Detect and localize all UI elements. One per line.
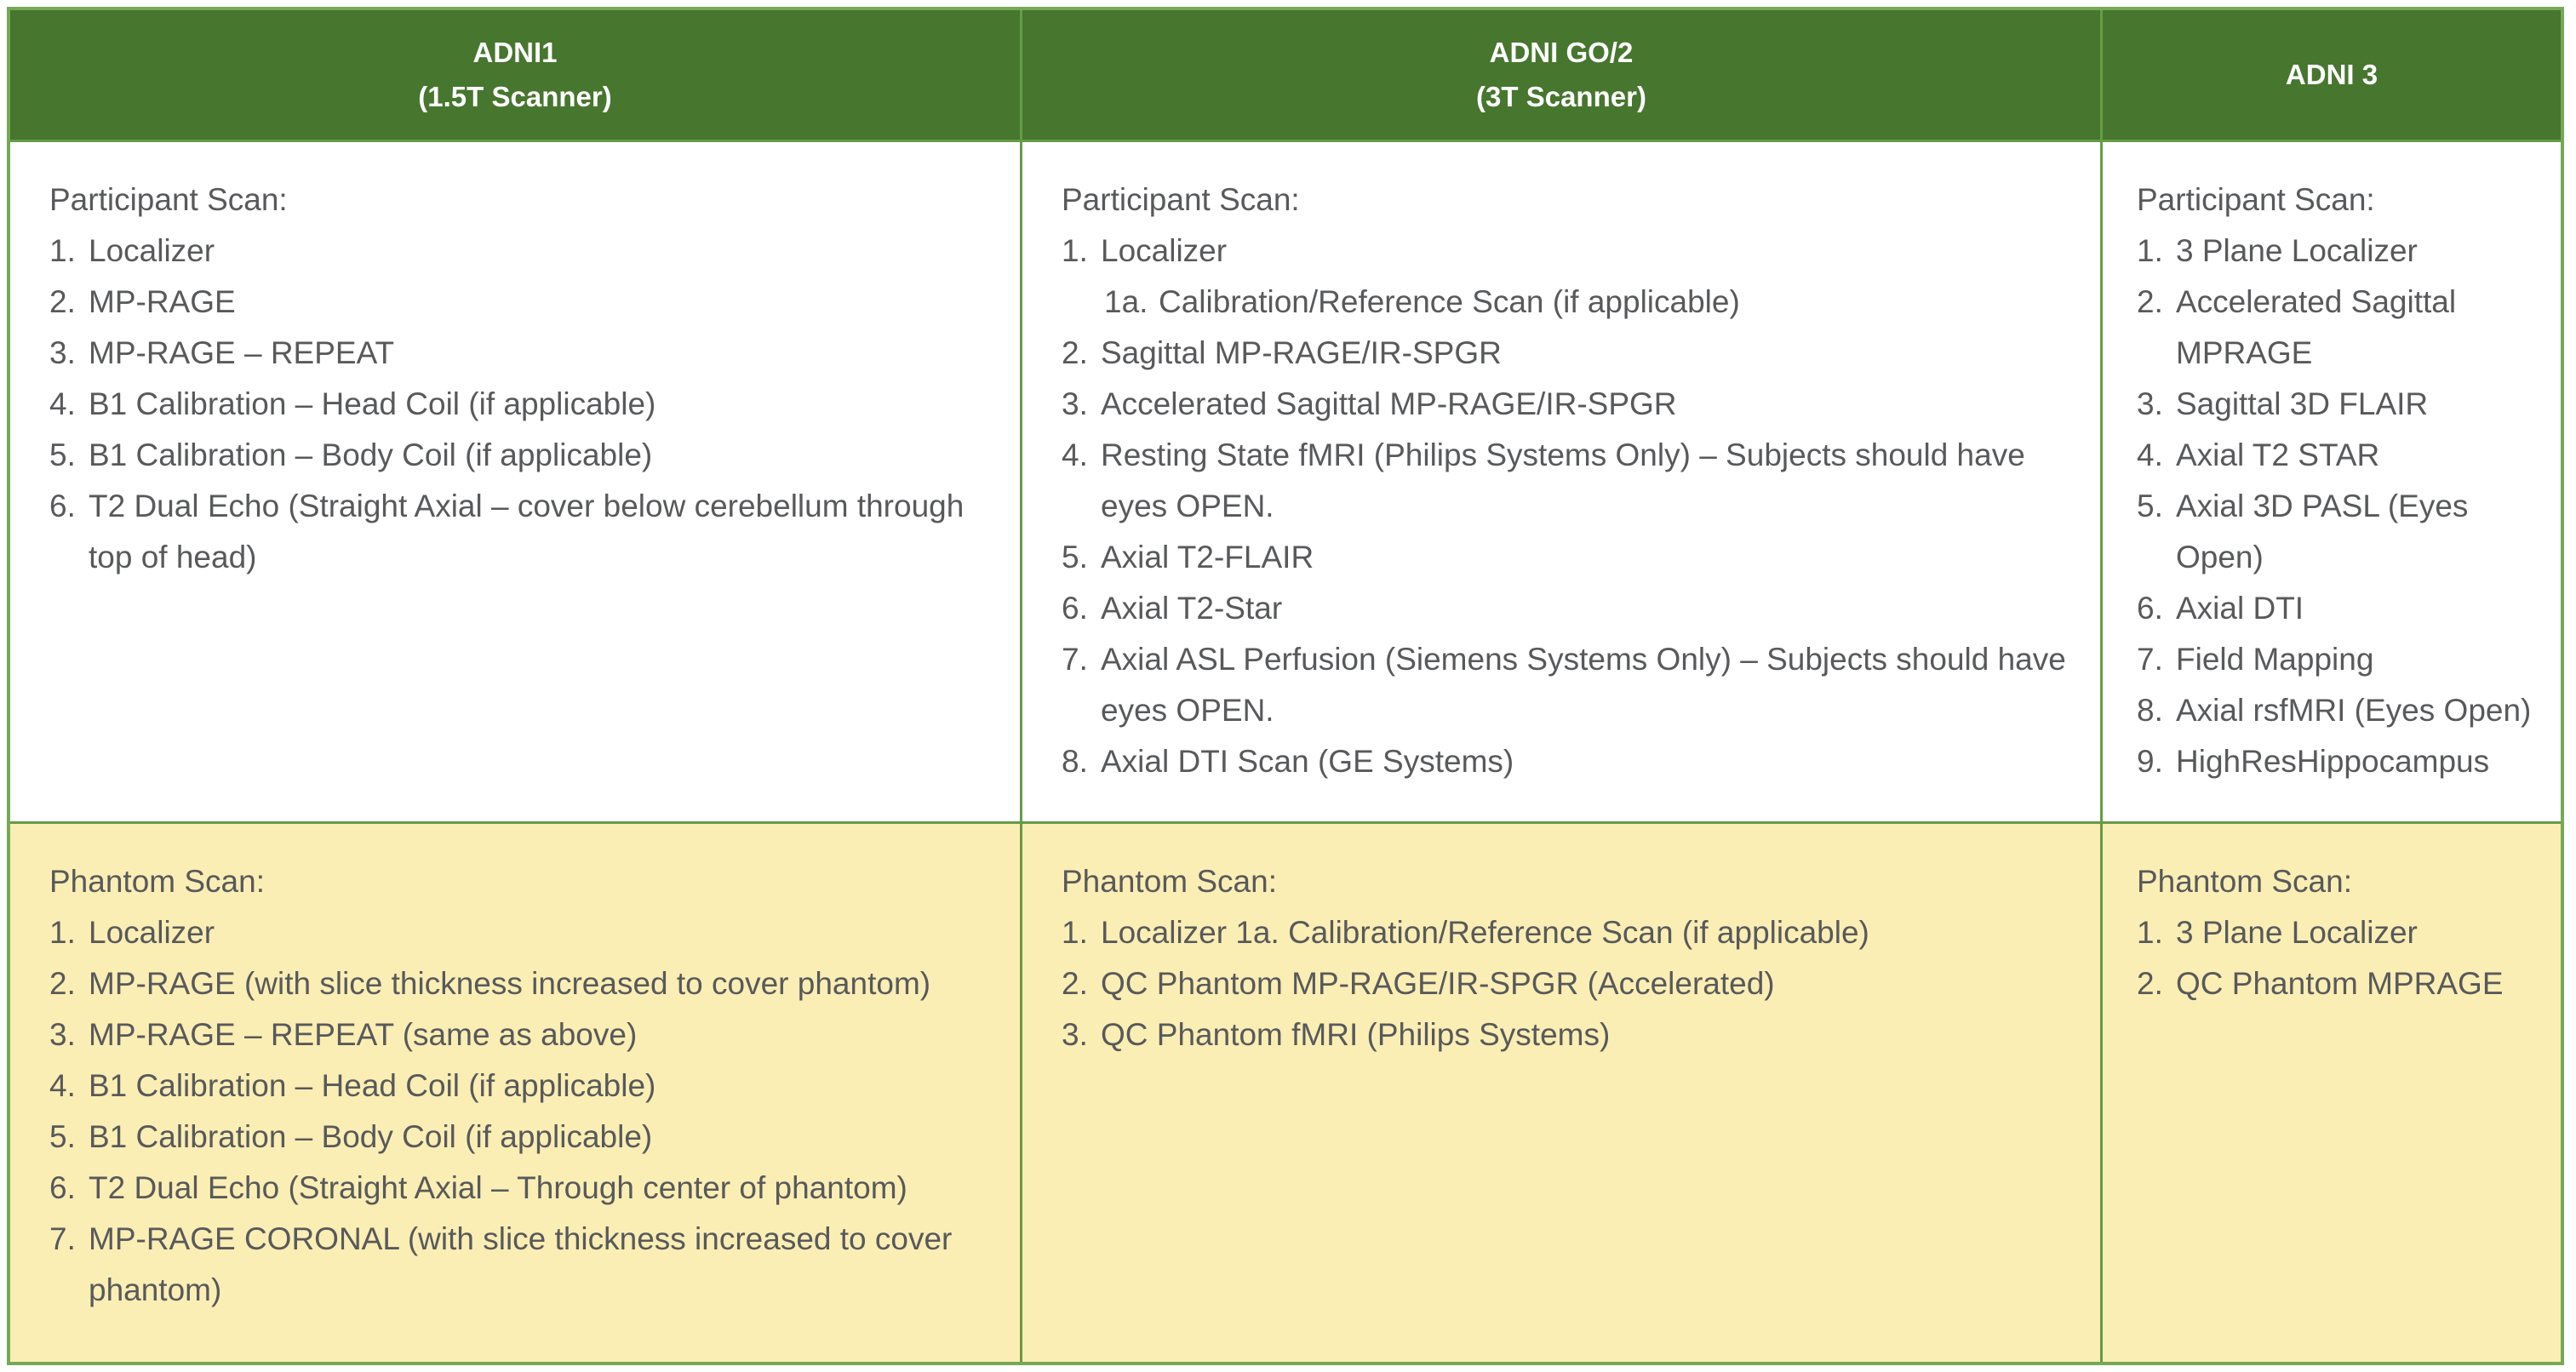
- scan-list-item: [49, 328, 1008, 379]
- scan-list-item: [49, 958, 1008, 1009]
- scan-item-line: phantom): [89, 1272, 222, 1307]
- scan-item-number: 4.: [49, 1068, 76, 1103]
- column-header-adni3: [2103, 10, 2561, 140]
- scan-item-number: 6.: [2137, 591, 2163, 626]
- scan-list-item: [2137, 379, 2554, 430]
- scan-item-line: QC Phantom fMRI (Philips Systems): [1101, 1017, 1611, 1052]
- scan-list-item: [1062, 1009, 2088, 1060]
- scan-item-text: [2176, 634, 2554, 685]
- scan-list-item: [49, 1112, 1008, 1163]
- scan-list-item: [1062, 430, 2088, 532]
- scan-item-line: Sagittal MP-RAGE/IR-SPGR: [1101, 335, 1502, 370]
- scan-item-number: 6.: [49, 1170, 76, 1205]
- participant-scan-heading: Participant Scan:: [49, 182, 288, 217]
- scan-item-number: 3.: [1062, 386, 1088, 421]
- scan-item-text: [89, 958, 1008, 1009]
- scan-list-item: [1062, 328, 2088, 379]
- scan-list-item: [49, 226, 1008, 277]
- scan-item-number: 2.: [1062, 335, 1088, 370]
- scan-item-line: 3 Plane Localizer: [2176, 915, 2418, 950]
- scan-item-text: [1159, 277, 2088, 328]
- scan-item-line: eyes OPEN.: [1101, 489, 1274, 523]
- scan-item-line: B1 Calibration – Head Coil (if applicable): [89, 386, 656, 421]
- scan-list-item: [2137, 736, 2554, 787]
- column-header-adni1: [10, 10, 1020, 140]
- scan-list-item: [2137, 277, 2554, 379]
- scan-item-text: [1101, 958, 2088, 1009]
- scan-item-text: [1101, 328, 2088, 379]
- participant-scan-heading: Participant Scan:: [2137, 182, 2375, 217]
- scan-list-item: [2137, 583, 2554, 634]
- scan-item-number: 7.: [1062, 642, 1088, 677]
- scan-list-item: [1062, 379, 2088, 430]
- scan-item-text: [1101, 226, 2088, 277]
- scan-item-line: Sagittal 3D FLAIR: [2176, 386, 2429, 421]
- scan-item-line: Accelerated Sagittal: [2176, 284, 2457, 319]
- scan-item-line: Axial T2 STAR: [2176, 437, 2380, 472]
- scan-item-number: 6.: [49, 489, 76, 523]
- phantom-scan-heading: Phantom Scan:: [1062, 864, 1277, 899]
- scan-item-text: [2176, 481, 2554, 583]
- scan-list-item: [1062, 583, 2088, 634]
- scan-list-item: [2137, 958, 2554, 1009]
- participant-scan-cell-adni3: [2103, 142, 2561, 821]
- scan-list-item: [1062, 634, 2088, 736]
- phantom-scan-cell-adni1: [10, 824, 1020, 1362]
- scan-item-text: [89, 277, 1008, 328]
- scan-item-text: [89, 1163, 1008, 1214]
- scan-list-item: [49, 1214, 1008, 1316]
- scan-item-line: Axial T2-FLAIR: [1101, 540, 1314, 575]
- scan-item-number: 5.: [49, 437, 76, 472]
- scan-item-line: MP-RAGE – REPEAT: [89, 335, 395, 370]
- scan-item-text: [2176, 226, 2554, 277]
- phantom-scan-cell-adni3: [2103, 824, 2561, 1362]
- scan-list-item: [2137, 634, 2554, 685]
- scan-item-line: Axial ASL Perfusion (Siemens Systems Only) – Subjects should have: [1101, 642, 2066, 677]
- scan-item-line: MP-RAGE (with slice thickness increased to cover phantom): [89, 966, 931, 1001]
- scan-item-text: [2176, 907, 2554, 958]
- scan-item-line: T2 Dual Echo (Straight Axial – Through center of phantom): [89, 1170, 907, 1205]
- scan-item-text: [1101, 1009, 2088, 1060]
- scan-item-number: 1.: [1062, 915, 1088, 950]
- scan-item-text: [89, 481, 1008, 583]
- scan-item-number: 1.: [49, 233, 76, 268]
- scan-item-line: B1 Calibration – Head Coil (if applicable): [89, 1068, 656, 1103]
- scan-item-number: 7.: [49, 1221, 76, 1256]
- column-header-adni-go-2: [1022, 10, 2100, 140]
- participant-scan-cell-adni1: [10, 142, 1020, 821]
- scan-item-text: [1101, 379, 2088, 430]
- scan-item-line: Localizer: [1101, 233, 1228, 268]
- scan-list-item: [49, 379, 1008, 430]
- scan-item-text: [2176, 379, 2554, 430]
- scan-list-item: [2137, 907, 2554, 958]
- scan-item-line: Localizer 1a. Calibration/Reference Scan (if applicable): [1101, 915, 1869, 950]
- column-header-line: (1.5T Scanner): [418, 81, 612, 112]
- participant-scan-heading: Participant Scan:: [1062, 182, 1300, 217]
- scan-list-item: [1062, 958, 2088, 1009]
- scan-item-line: top of head): [89, 540, 257, 575]
- scan-item-text: [2176, 277, 2554, 379]
- scan-list-item: [49, 481, 1008, 583]
- scan-list-item: [2137, 430, 2554, 481]
- scan-list-item: [49, 907, 1008, 958]
- phantom-scan-cell-adni-go-2: [1022, 824, 2100, 1362]
- scan-item-number: 1.: [49, 915, 76, 950]
- column-header-line: ADNI 3: [2285, 59, 2379, 90]
- scan-item-number: 2.: [2137, 284, 2163, 319]
- scan-item-line: Axial rsfMRI (Eyes Open): [2176, 693, 2532, 728]
- scan-item-text: [1101, 736, 2088, 787]
- scan-item-line: HighResHippocampus: [2176, 744, 2490, 779]
- scan-item-text: [89, 1060, 1008, 1112]
- scan-item-line: Axial DTI Scan (GE Systems): [1101, 744, 1514, 779]
- scan-item-line: Accelerated Sagittal MP-RAGE/IR-SPGR: [1101, 386, 1677, 421]
- scan-item-number: 4.: [49, 386, 76, 421]
- scan-list-item: [49, 430, 1008, 481]
- scan-item-line: MP-RAGE – REPEAT (same as above): [89, 1017, 638, 1052]
- scan-item-text: [1101, 430, 2088, 532]
- scan-item-number: 8.: [1062, 744, 1088, 779]
- scan-list-item: [1062, 736, 2088, 787]
- scan-item-number: 2.: [2137, 966, 2163, 1001]
- scan-item-number: 3.: [1062, 1017, 1088, 1052]
- scan-item-line: MP-RAGE: [89, 284, 236, 319]
- scan-item-text: [89, 1112, 1008, 1163]
- scan-item-number: 8.: [2137, 693, 2163, 728]
- scan-list-item: [1062, 226, 2088, 277]
- column-header-line: ADNI1: [472, 37, 558, 68]
- scan-item-line: Calibration/Reference Scan (if applicable): [1159, 284, 1740, 319]
- scan-item-number: 5.: [2137, 489, 2163, 523]
- scan-item-line: Axial DTI: [2176, 591, 2304, 626]
- column-header-line: ADNI GO/2: [1489, 37, 1634, 68]
- scan-item-line: Open): [2176, 540, 2264, 575]
- scan-item-text: [89, 1214, 1008, 1316]
- scan-item-text: [1101, 532, 2088, 583]
- scan-item-number: 1.: [2137, 915, 2163, 950]
- scan-list-item: [49, 1060, 1008, 1112]
- scan-item-text: [1101, 907, 2088, 958]
- scan-item-number: 2.: [49, 284, 76, 319]
- scan-item-number: 6.: [1062, 591, 1088, 626]
- scan-item-text: [2176, 958, 2554, 1009]
- scan-item-line: B1 Calibration – Body Coil (if applicable): [89, 1119, 653, 1154]
- scan-list-item: [1104, 277, 2088, 328]
- scan-item-text: [89, 430, 1008, 481]
- scan-item-number: 1.: [1062, 233, 1088, 268]
- scan-item-number: 4.: [1062, 437, 1088, 472]
- scan-item-number: 5.: [49, 1119, 76, 1154]
- scan-item-line: T2 Dual Echo (Straight Axial – cover below cerebellum through: [89, 489, 965, 523]
- scan-item-number: 7.: [2137, 642, 2163, 677]
- scan-item-line: MP-RAGE CORONAL (with slice thickness increased to cover: [89, 1221, 953, 1256]
- scan-item-text: [2176, 736, 2554, 787]
- scan-item-line: Resting State fMRI (Philips Systems Only) – Subjects should have: [1101, 437, 2025, 472]
- scan-item-text: [1101, 583, 2088, 634]
- scan-item-text: [89, 1009, 1008, 1060]
- scan-item-line: Axial 3D PASL (Eyes: [2176, 489, 2469, 523]
- scan-item-line: QC Phantom MPRAGE: [2176, 966, 2504, 1001]
- scan-item-line: MPRAGE: [2176, 335, 2313, 370]
- scan-list-item: [49, 1009, 1008, 1060]
- participant-scan-cell-adni-go-2: [1022, 142, 2100, 821]
- scan-item-number: 4.: [2137, 437, 2163, 472]
- scan-list-item: [2137, 685, 2554, 736]
- scan-item-line: QC Phantom MP-RAGE/IR-SPGR (Accelerated): [1101, 966, 1775, 1001]
- scan-item-line: Field Mapping: [2176, 642, 2374, 677]
- scan-list-item: [2137, 481, 2554, 583]
- scan-list-item: [49, 277, 1008, 328]
- scan-item-text: [2176, 430, 2554, 481]
- scan-item-line: Localizer: [89, 915, 215, 950]
- phantom-scan-heading: Phantom Scan:: [2137, 864, 2352, 899]
- scan-item-text: [89, 328, 1008, 379]
- scan-item-number: 5.: [1062, 540, 1088, 575]
- scan-item-line: eyes OPEN.: [1101, 693, 1274, 728]
- scan-item-number: 1a.: [1104, 284, 1148, 319]
- phantom-scan-heading: Phantom Scan:: [49, 864, 265, 899]
- scan-item-number: 9.: [2137, 744, 2163, 779]
- scan-item-text: [89, 379, 1008, 430]
- scan-item-text: [89, 226, 1008, 277]
- scan-item-number: 2.: [49, 966, 76, 1001]
- scan-item-text: [89, 907, 1008, 958]
- column-header-line: (3T Scanner): [1476, 81, 1646, 112]
- scan-list-item: [2137, 226, 2554, 277]
- scan-item-text: [2176, 685, 2554, 736]
- scan-item-line: Axial T2-Star: [1101, 591, 1283, 626]
- scan-item-line: Localizer: [89, 233, 215, 268]
- scan-item-number: 1.: [2137, 233, 2163, 268]
- scan-item-line: B1 Calibration – Body Coil (if applicable): [89, 437, 653, 472]
- scan-item-number: 3.: [49, 1017, 76, 1052]
- scan-item-number: 2.: [1062, 966, 1088, 1001]
- scan-list-item: [49, 1163, 1008, 1214]
- scan-item-text: [1101, 634, 2088, 736]
- scan-list-item: [1062, 907, 2088, 958]
- scan-item-number: 3.: [2137, 386, 2163, 421]
- scan-item-text: [2176, 583, 2554, 634]
- scan-list-item: [1062, 532, 2088, 583]
- scan-item-line: 3 Plane Localizer: [2176, 233, 2418, 268]
- scan-item-number: 3.: [49, 335, 76, 370]
- scan-protocol-table: [7, 7, 2564, 1365]
